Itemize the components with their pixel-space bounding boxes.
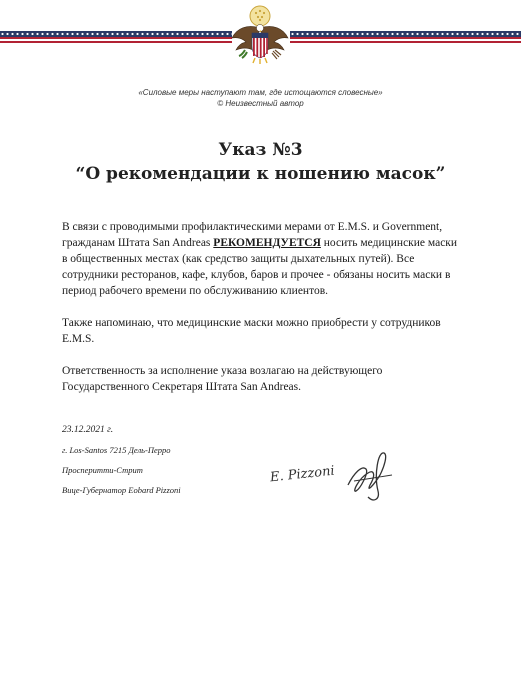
- epigraph-quote: [0, 87, 521, 109]
- decree-date: 23.12.2021 г.: [62, 425, 114, 435]
- decree-subject: “О рекомендации к ношению масок”: [75, 164, 446, 184]
- signature-name: E. Pizzoni: [269, 463, 336, 486]
- address-line-1: г. Los-Santos 7215 Дель-Перро: [62, 445, 171, 455]
- signature-flourish-icon: [270, 445, 400, 505]
- recommended-emphasis: РЕКОМЕНДУЕТСЯ: [213, 237, 321, 249]
- flag-band-right: [290, 31, 521, 45]
- paragraph-2: Также напоминаю, что медицинские маски можно приобрести у сотрудников E.M.S.: [62, 317, 441, 345]
- signature-block: [62, 420, 262, 500]
- flag-band-left: [0, 31, 232, 45]
- signer-title: Вице-Губернатор Eobard Pizzoni: [62, 485, 181, 495]
- paragraph-3: Ответственность за исполнение указа возлагаю на действующего Государственного Секретаря Штата San Andreas.: [62, 365, 383, 393]
- decree-body: [62, 219, 462, 395]
- handwritten-signature: [270, 445, 400, 505]
- decree-number: Указ №3: [218, 140, 303, 160]
- header-band: [0, 0, 521, 72]
- address-line-2: Просперитти-Стрит: [62, 465, 143, 475]
- us-great-seal-icon: [229, 2, 291, 66]
- paragraph-1: В связи с проводимыми профилактическими мерами от E.M.S. и Government, гражданам Штата San Andreas РЕКОМЕНДУЕТСЯ носить медицинские маски в общественных местах (как средство защиты дыхательных путей). Все сотрудники ресторанов, кафе, клубов, баров и прочее - обязаны носить маски в период рабочего времени по обслуживанию клиентов.: [62, 221, 458, 297]
- decree-title: [0, 138, 521, 186]
- quote-text: «Силовые меры наступают там, где истощаются словесные»: [138, 88, 383, 97]
- quote-author: © Неизвестный автор: [217, 99, 304, 108]
